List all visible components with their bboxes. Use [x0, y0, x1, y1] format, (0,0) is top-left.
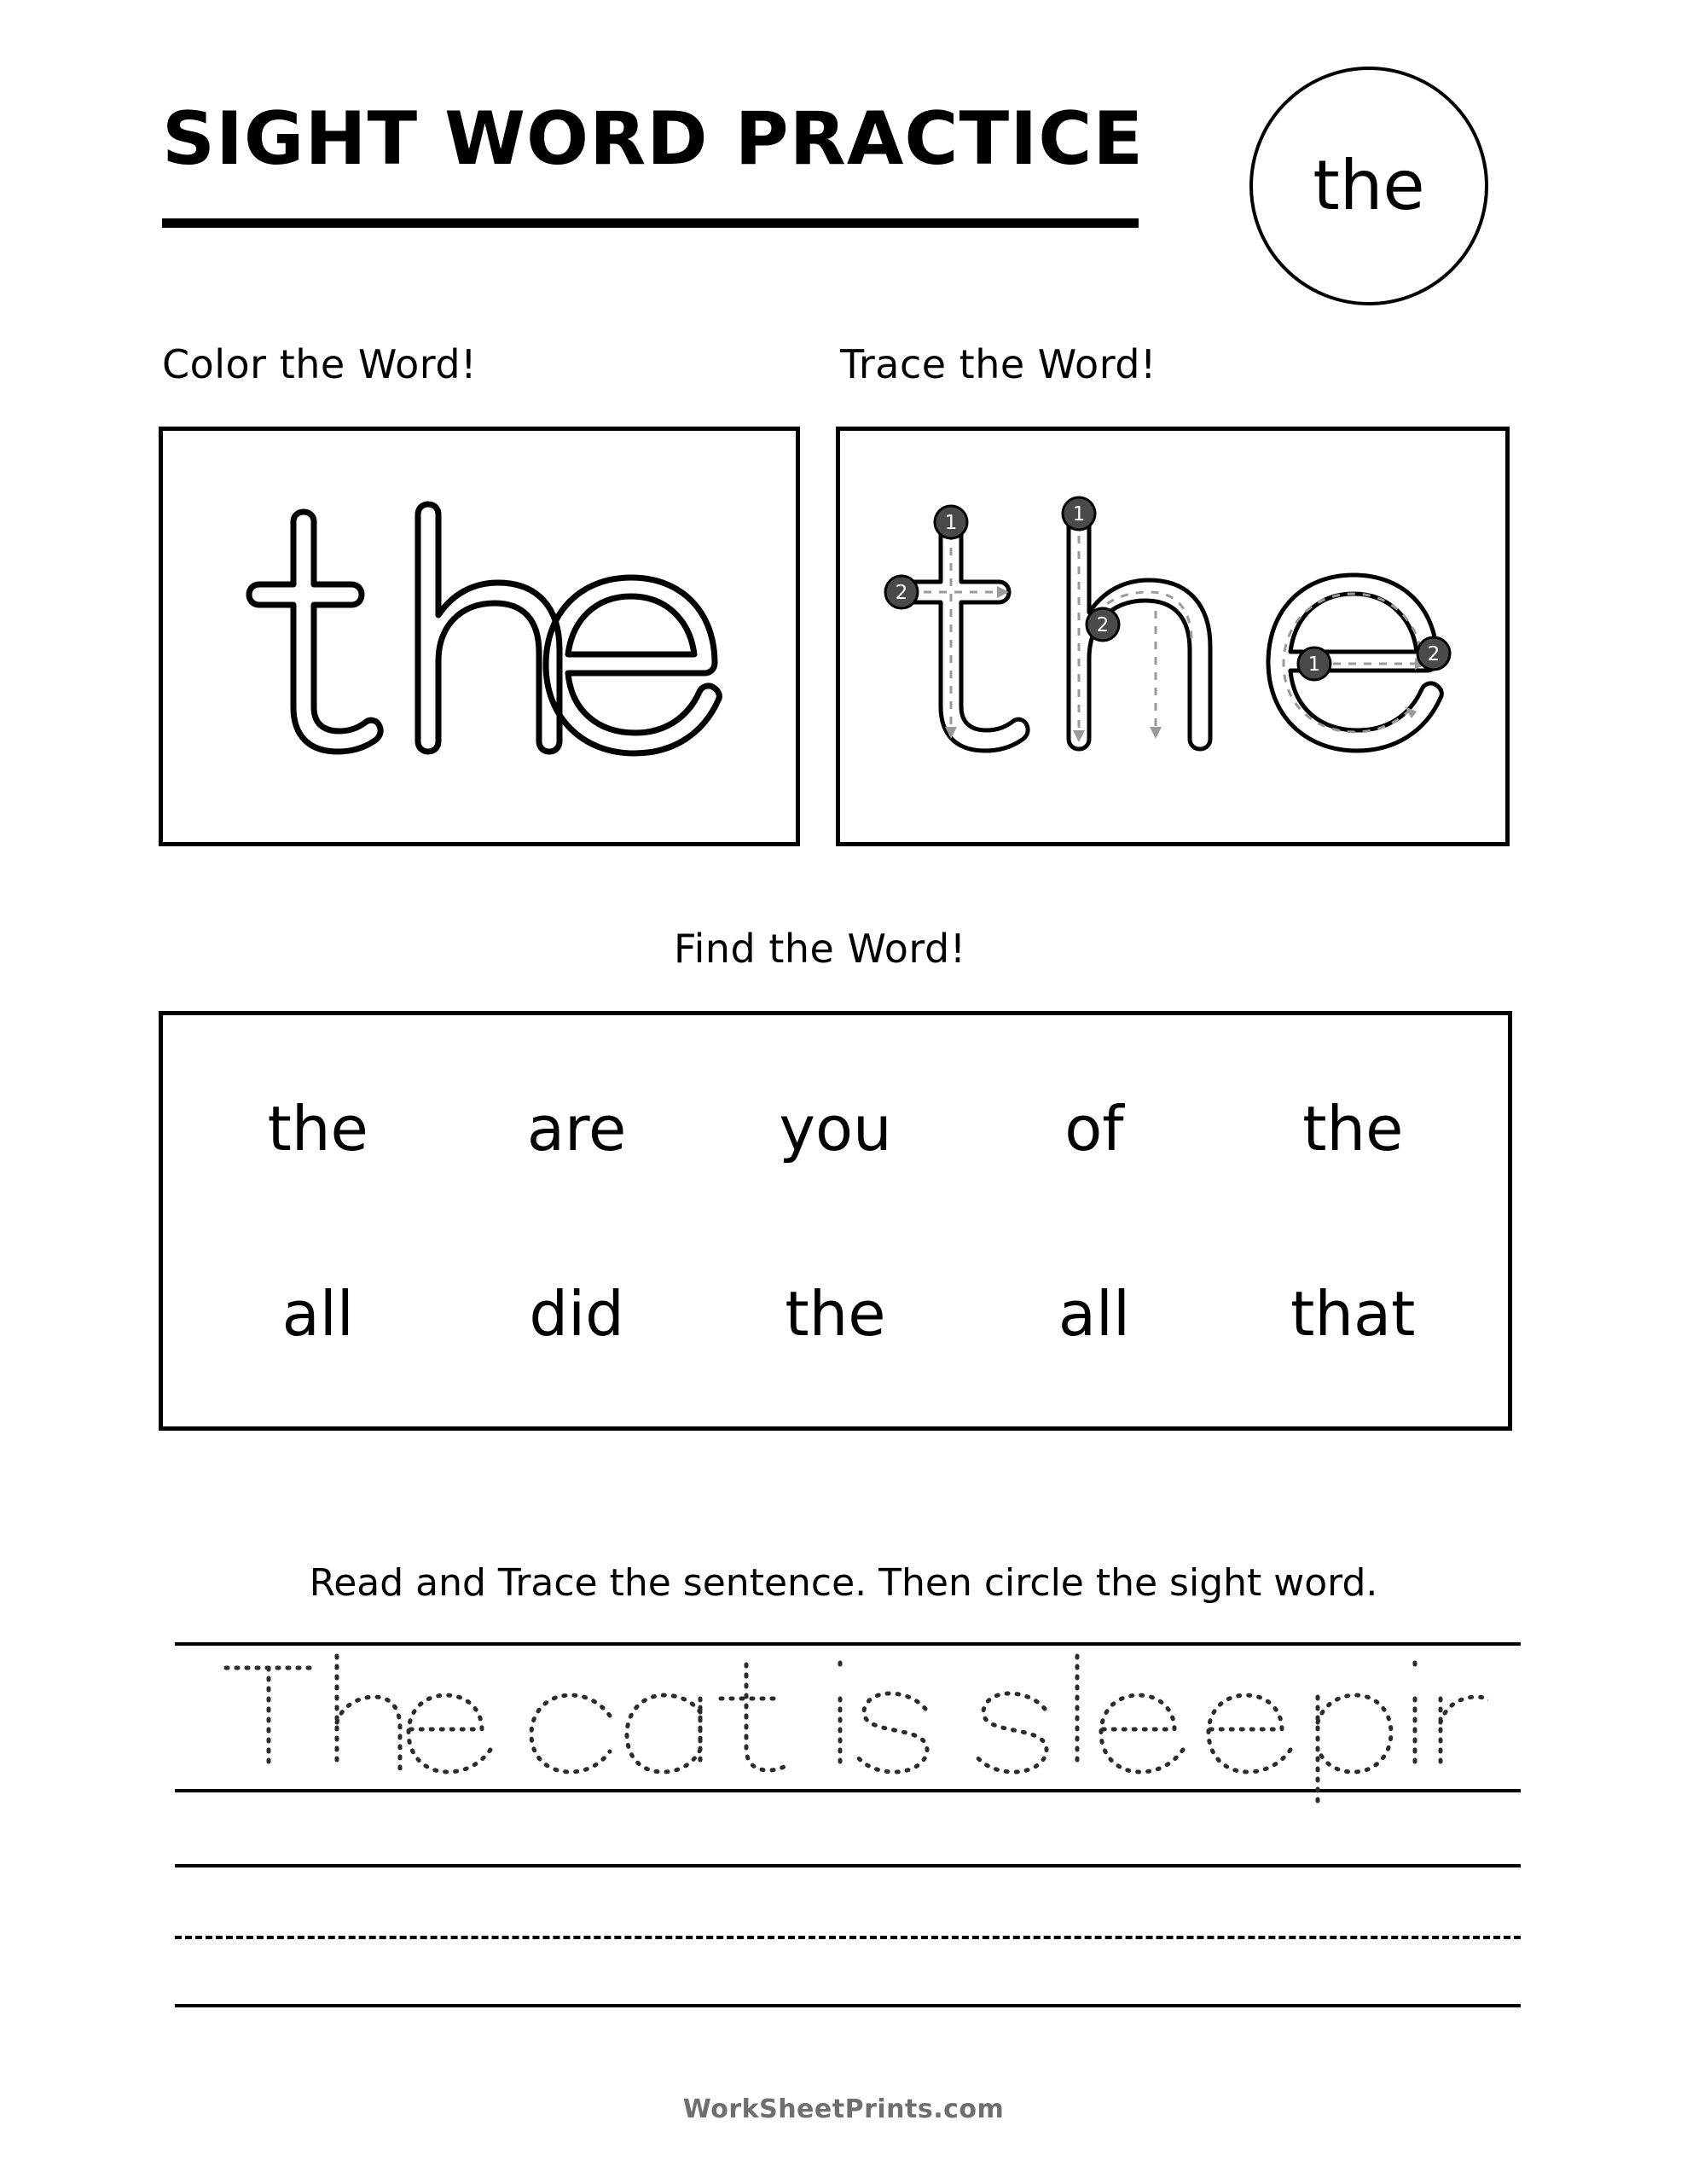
title-underline [162, 218, 1139, 228]
svg-text:2: 2 [895, 582, 908, 604]
color-section-label: Color the Word! [162, 341, 478, 387]
find-word-cell[interactable]: you [779, 1092, 892, 1165]
handwriting-lines[interactable] [175, 1642, 1521, 2009]
sight-word-badge-label: the [1313, 146, 1425, 225]
ruled-line-top-1 [175, 1642, 1521, 1646]
find-word-cell[interactable]: of [1064, 1092, 1124, 1165]
svg-text:2: 2 [1427, 643, 1441, 665]
trace-section-label: Trace the Word! [840, 341, 1157, 387]
sight-word-badge [1249, 67, 1488, 305]
find-word-cell[interactable]: all [1058, 1277, 1130, 1350]
find-word-cell[interactable]: all [281, 1277, 354, 1350]
find-word-cell[interactable]: the [785, 1277, 886, 1350]
svg-text:1: 1 [1307, 653, 1321, 676]
svg-text:1: 1 [944, 512, 958, 534]
find-word-cell[interactable]: the [267, 1092, 368, 1165]
svg-text:1: 1 [1072, 503, 1086, 526]
worksheet-header [162, 96, 1527, 316]
find-word-cell[interactable]: that [1290, 1277, 1416, 1350]
outline-word-the [163, 431, 796, 842]
find-section-label: Find the Word! [674, 926, 966, 972]
footer-credit[interactable]: WorkSheetPrints.com [682, 2094, 1005, 2124]
find-word-cell[interactable]: are [526, 1092, 627, 1165]
page-title: SIGHT WORD PRACTICE [162, 96, 1145, 182]
find-the-word-grid [163, 1015, 1508, 1426]
traceable-sentence[interactable] [209, 1649, 1488, 1811]
trace-word-the [840, 431, 1505, 842]
find-word-cell[interactable]: the [1302, 1092, 1404, 1165]
ruled-line-dashed-2 [175, 1936, 1521, 1939]
find-the-word-box[interactable] [159, 1011, 1512, 1431]
trace-the-word-box[interactable] [836, 427, 1510, 846]
svg-text:2: 2 [1096, 614, 1110, 636]
color-the-word-box[interactable] [159, 427, 800, 846]
find-word-cell[interactable]: did [529, 1277, 624, 1350]
ruled-line-top-2 [175, 1864, 1521, 1867]
sentence-instruction: Read and Trace the sentence. Then circle the sight word. [309, 1561, 1378, 1605]
ruled-line-bottom-2 [175, 2004, 1521, 2007]
